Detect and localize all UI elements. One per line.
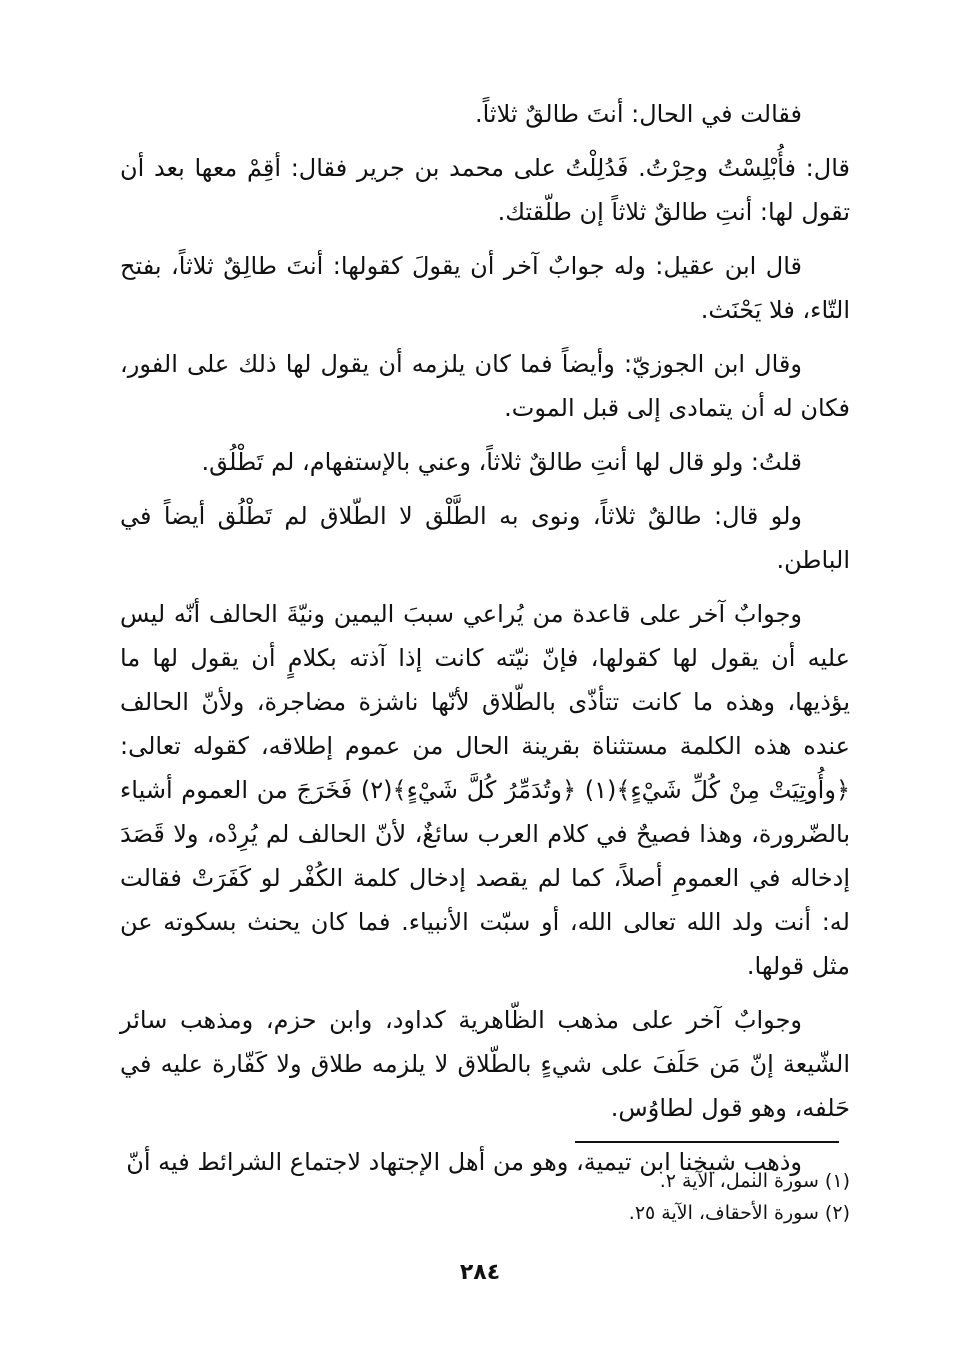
paragraph-9: وذهب شيخنا ابن تيمية، وهو من أهل الإجتهاد لاجتماع الشرائط فيه أنّ (126, 1148, 802, 1176)
paragraph-1: فقالت في الحال: أنتَ طالقٌ ثلاثاً. (474, 100, 802, 128)
page-body (120, 92, 850, 1194)
footnote-divider (575, 1141, 839, 1143)
footnote-1: (١) سورة النمل، الآية ٢. (659, 1170, 850, 1192)
paragraph-7: وجوابٌ آخر على قاعدة من يُراعي سببَ اليمين ونيّةَ الحالف أنّه ليس عليه أن يقول لها كقولها، فإنّ نيّته كانت إذا آذته بكلامٍ أن يقول لها ما يؤذيها، وهذه ما كانت تتأذّى بالطّلاق لأنّها ناشزة مضاجرة، ولأنّ الحالف عنده هذه الكلمة مستثناة بقرينة الحال من عموم إطلاقه، كقوله تعالى: ﴿وأُوتِيَتْ مِنْ كُلِّ شَيْءٍ﴾(١) ﴿وتُدَمِّرُ كُلَّ شَيْءٍ﴾(٢) فَخَرَجَ من العموم أشياء بالضّرورة، وهذا فصيحٌ في كلام العرب سائغٌ، لأنّ الحالف لم يُرِدْه، ولا قَصَدَ إدخاله في العمومِ أصلاً، كما لم يقصد إدخال كلمة الكُفْر لو كَفَرَتْ فقالت له: أنت ولد الله تعالى الله، أو سبّت الأنبياء. فما كان يحنث بسكوته عن مثل قولها. (120, 600, 851, 980)
paragraph-3: قال ابن عقيل: وله جوابٌ آخر أن يقولَ كقولها: أنتَ طالِقٌ ثلاثاً، بفتح التّاء، فلا يَحْنَث. (120, 252, 850, 324)
page-number: ٢٨٤ (459, 1260, 501, 1285)
paragraph-5: قلتُ: ولو قال لها أنتِ طالقٌ ثلاثاً، وعني بالإستفهام، لم تَطْلُق. (201, 448, 802, 476)
paragraph-6: ولو قال: طالقٌ ثلاثاً، ونوى به الطَّلْق لا الطّلاق لم تَطْلُق أيضاً في الباطن. (120, 502, 850, 574)
paragraph-8: وجوابٌ آخر على مذهب الظّاهرية كداود، وابن حزم، ومذهب سائر الشّيعة إنّ مَن حَلَفَ على شيءٍ بالطّلاق لا يلزمه طلاق ولا كَفّارة عليه في حَلفه، وهو قول لطاوُس. (120, 1006, 850, 1122)
paragraph-2: قال: فأُبْلِسْتُ وحِرْتُ. فَدُلِلْتُ على محمد بن جرير فقال: أقِمْ معها بعد أن تقول لها: أنتِ طالقٌ ثلاثاً إن طلّقتك. (120, 154, 850, 226)
paragraph-4: وقال ابن الجوزيّ: وأيضاً فما كان يلزمه أن يقول لها ذلك على الفور، فكان له أن يتمادى إلى قبل الموت. (120, 350, 850, 422)
footnotes (450, 1165, 850, 1229)
footnote-2: (٢) سورة الأحقاف، الآية ٢٥. (628, 1202, 850, 1224)
